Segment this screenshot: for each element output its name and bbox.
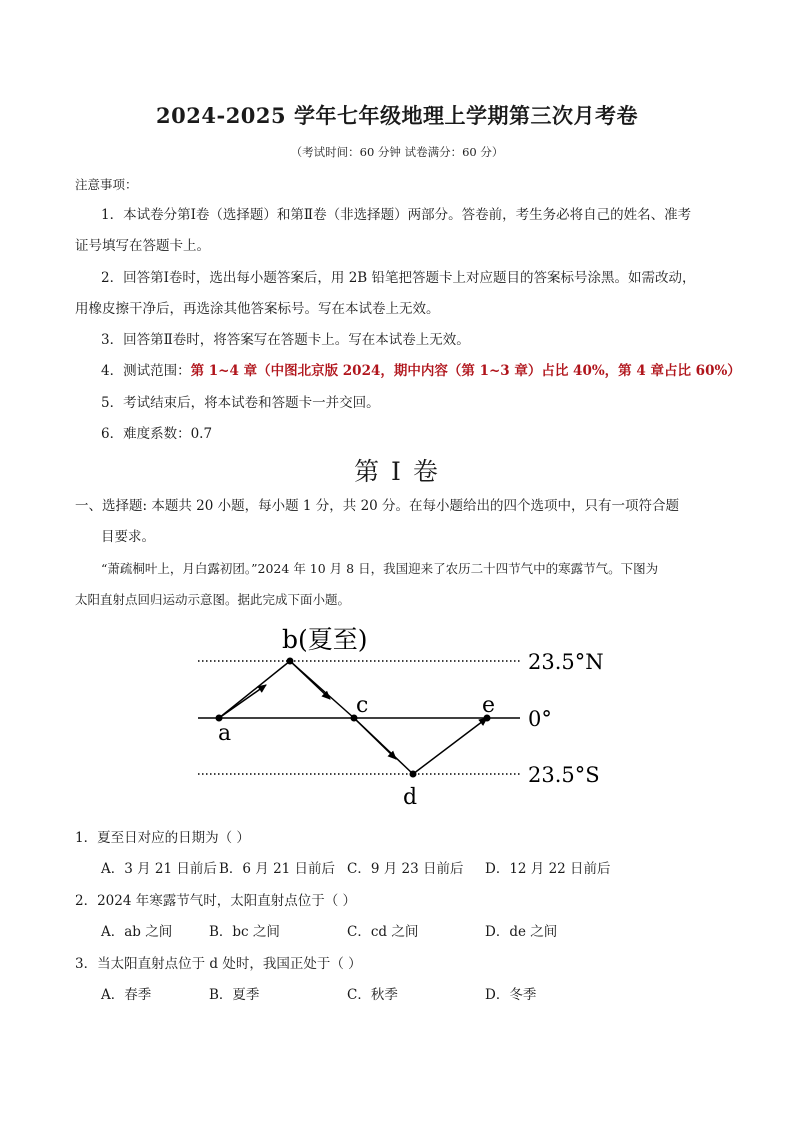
test-scope: 第 1~4 章（中图北京版 2024，期中内容（第 1~3 章）占比 40%，第 4 章占比 60%） (190, 363, 741, 379)
question-3-option-d[interactable]: D．冬季 (485, 987, 537, 1003)
label-equator: 0° (528, 707, 552, 731)
exam-title: 2024-2025 学年七年级地理上学期第三次月考卷 (156, 103, 638, 128)
path-c-d (354, 718, 413, 774)
question-1-option-a[interactable]: A．3 月 21 日前后 (101, 861, 217, 877)
label-north-tropic: 23.5°N (528, 650, 604, 674)
notice-heading: 注意事项： (75, 177, 138, 192)
question-2-option-d[interactable]: D．de 之间 (485, 924, 558, 940)
point-d (410, 771, 417, 778)
section-heading: 第 I 卷 (354, 457, 440, 486)
label-c: c (356, 693, 369, 718)
notice-item-5: 5．考试结束后，将本试卷和答题卡一并交回。 (101, 395, 380, 411)
question-2-stem: 2．2024 年寒露节气时，太阳直射点位于（ ） (75, 893, 357, 909)
notice-item-2: 2．回答第Ⅰ卷时，选出每小题答案后，用 2B 铅笔把答题卡上对应题目的答案标号涂黑。如需改动， (101, 270, 696, 286)
path-b-c (290, 661, 354, 718)
notice-item-2-cont: 用橡皮擦干净后，再选涂其他答案标号。写在本试卷上无效。 (75, 301, 440, 317)
question-2-option-c[interactable]: C．cd 之间 (347, 924, 419, 940)
material-text: “萧疏桐叶上，月白露初团。”2024 年 10 月 8 日，我国迎来了农历二十四节气中的寒露节气。下图为 (101, 561, 659, 576)
notice-item-4-label: 4．测试范围： (101, 363, 191, 379)
notice-item-1: 1．本试卷分第Ⅰ卷（选择题）和第Ⅱ卷（非选择题）两部分。答卷前，考生务必将自己的姓名、准考 (101, 207, 692, 223)
label-south-tropic: 23.5°S (528, 763, 600, 787)
label-d: d (403, 785, 418, 810)
question-1-stem: 1．夏至日对应的日期为（ ） (75, 830, 250, 846)
question-3-option-b[interactable]: B．夏季 (209, 987, 260, 1003)
question-3-option-c[interactable]: C．秋季 (347, 987, 398, 1003)
material-text-cont: 太阳直射点回归运动示意图。据此完成下面小题。 (75, 592, 351, 607)
section-instruction: 一、选择题: 本题共 20 小题，每小题 1 分，共 20 分。在每小题给出的四个选项中，只有一项符合题 (75, 498, 680, 514)
question-1-option-c[interactable]: C．9 月 23 日前后 (347, 861, 464, 877)
point-b (287, 658, 294, 665)
notice-item-6: 6．难度系数：0.7 (101, 426, 213, 442)
label-e: e (482, 693, 496, 718)
path-d-e (413, 718, 487, 774)
label-b: b(夏至) (282, 625, 368, 654)
exam-subtitle: （考试时间：60 分钟 试卷满分：60 分） (290, 145, 504, 159)
label-a: a (218, 721, 232, 746)
notice-item-4 (101, 361, 741, 381)
path-a-b (219, 661, 290, 718)
question-1-option-b[interactable]: B．6 月 21 日前后 (219, 861, 336, 877)
question-2-option-a[interactable]: A．ab 之间 (101, 924, 173, 940)
question-3-stem: 3．当太阳直射点位于 d 处时，我国正处于（ ） (75, 956, 362, 972)
question-3-option-a[interactable]: A．春季 (101, 987, 152, 1003)
question-2-option-b[interactable]: B．bc 之间 (209, 924, 280, 940)
section-instruction-cont: 目要求。 (101, 529, 155, 545)
sun-migration-diagram (0, 615, 794, 815)
question-1-option-d[interactable]: D．12 月 22 日前后 (485, 861, 611, 877)
notice-item-3: 3．回答第Ⅱ卷时，将答案写在答题卡上。写在本试卷上无效。 (101, 332, 470, 348)
notice-item-1-cont: 证号填写在答题卡上。 (75, 238, 210, 254)
